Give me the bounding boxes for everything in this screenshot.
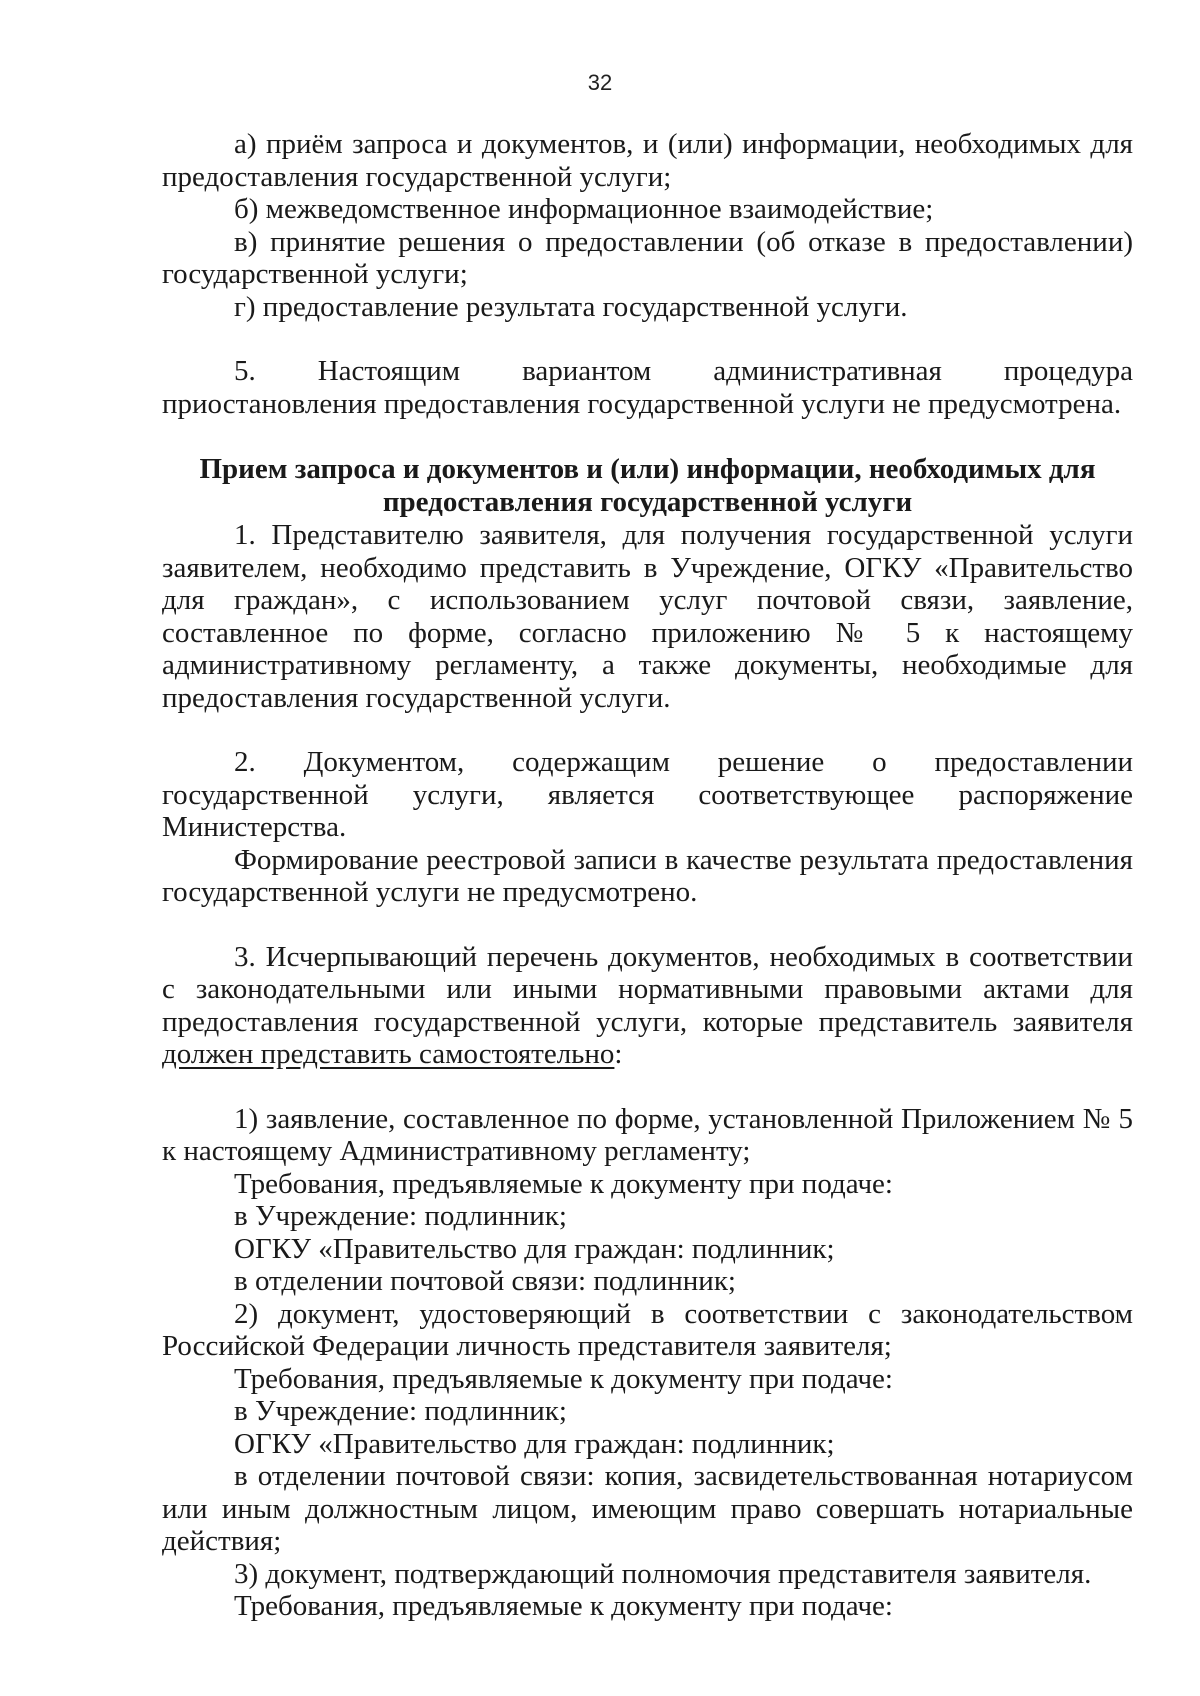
doc-1-requirements: Требования, предъявляемые к документу при подаче: [234,1167,893,1200]
point-2: 2. Документом, содержащим решение о предоставлении государственной услуги, является соответствующее распоряжение Министерства. [162,746,1133,843]
stage-a: а) приём запроса и документов, и (или) информации, необходимых для предоставления государственной услуги; [162,128,1133,193]
section-heading [162,453,1133,519]
doc-2-ogku: ОГКУ «Правительство для граждан: подлинник; [234,1427,835,1460]
section-heading-line1: Прием запроса и документов и (или) информации, необходимых для [199,453,1096,485]
doc-2-institution: в Учреждение: подлинник; [234,1395,567,1427]
stage-v: в) принятие решения о предоставлении (об отказе в предоставлении) государственной услуги; [162,225,1133,290]
point-1: 1. Представителю заявителя, для получения государственной услуги заявителем, необходимо представить в Учреждение, ОГКУ «Правительство для граждан», с использованием услуг почтовой связи, заявление, составленное по форме, согласно приложению № 5 к настоящему административному регламенту, а также документы, необходимые для предоставления государственной услуги. [162,519,1133,714]
doc-1-ogku: ОГКУ «Правительство для граждан: подлинник; [234,1232,835,1265]
doc-2-title: 2) документ, удостоверяющий в соответствии с законодательством Российской Федерации личность представителя заявителя; [162,1297,1133,1362]
doc-3-title: 3) документ, подтверждающий полномочия представителя заявителя. [234,1557,1092,1590]
section-heading-line2: предоставления государственной услуги [382,486,913,518]
point-3-tail: : [614,1038,623,1070]
doc-2-post: в отделении почтовой связи: копия, засвидетельствованная нотариусом или иным должностным лицом, имеющим право совершать нотариальные действия; [162,1460,1133,1557]
doc-3-requirements: Требования, предъявляемые к документу при подаче: [234,1590,893,1622]
point-3-text: 3. Исчерпывающий перечень документов, необходимых в соответствии с законодательными или иными нормативными правовыми актами для предоставления государственной услуги, которые представитель заявителя [162,940,1133,1038]
doc-1-post: в отделении почтовой связи: подлинник; [234,1265,736,1297]
doc-1-title: 1) заявление, составленное по форме, установленной Приложением № 5 к настоящему Административному регламенту; [162,1102,1133,1167]
stage-g: г) предоставление результата государственной услуги. [234,290,908,323]
point-3-underlined: должен представить самостоятельно [162,1038,615,1070]
point-3 [162,941,1133,1071]
point-2-note: Формирование реестровой записи в качестве результата предоставления государственной услуги не предусмотрено. [162,843,1133,908]
stage-b: б) межведомственное информационное взаимодействие; [234,193,934,225]
doc-2-requirements: Требования, предъявляемые к документу при подаче: [234,1362,893,1395]
page-number: 32 [587,70,613,95]
document-body [162,128,1133,1623]
item-5: 5. Настоящим вариантом административная процедура приостановления предоставления государственной услуги не предусмотрена. [162,355,1133,420]
doc-1-institution: в Учреждение: подлинник; [234,1200,567,1232]
